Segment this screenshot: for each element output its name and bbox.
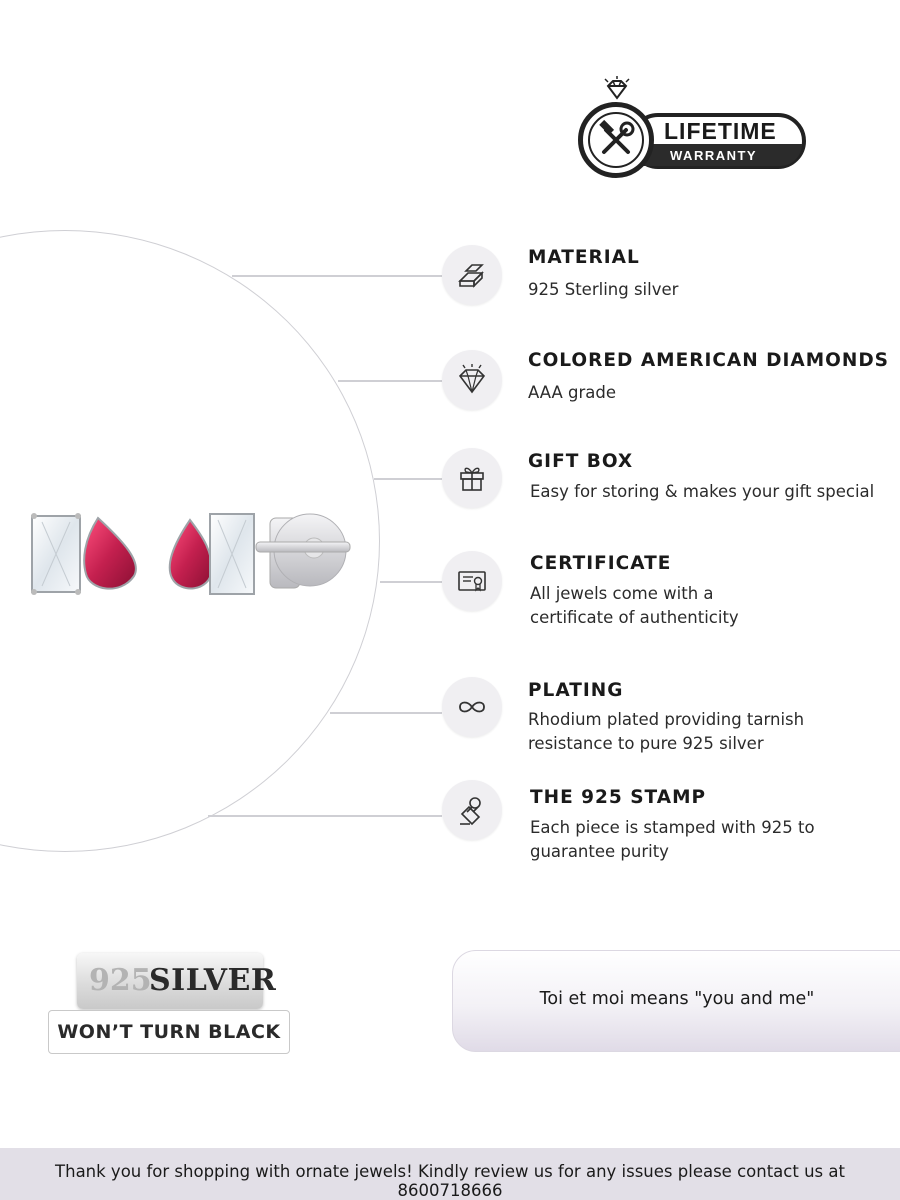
- feature-title: GIFT BOX: [528, 451, 634, 472]
- connector-line: [208, 815, 442, 817]
- connector-line: [232, 275, 442, 277]
- sparkling-diamond-icon: [602, 76, 632, 104]
- connector-line: [330, 712, 442, 714]
- stamp-icon-circle: [442, 780, 502, 840]
- silver-number: 925: [89, 963, 152, 998]
- quote-banner: [452, 950, 900, 1052]
- feature-desc: guarantee purity: [530, 842, 669, 861]
- silver-bars-icon: [456, 259, 488, 291]
- connector-line: [374, 478, 442, 480]
- earrings-image: [20, 500, 360, 610]
- connector-line: [380, 581, 442, 583]
- feature-desc: resistance to pure 925 silver: [528, 734, 764, 753]
- wont-turn-black-label: WON’T TURN BLACK: [57, 1021, 281, 1043]
- wont-turn-black-tag: [48, 1010, 290, 1054]
- diamond-icon-circle: [442, 350, 502, 410]
- certificate-icon-circle: [442, 551, 502, 611]
- feature-desc: Easy for storing & makes your gift special: [530, 482, 875, 501]
- gift-box-icon: [456, 462, 488, 494]
- infinity-icon-circle: [442, 677, 502, 737]
- material-icon-circle: [442, 245, 502, 305]
- stamp-icon: [456, 794, 488, 826]
- gift-icon-circle: [442, 448, 502, 508]
- lifetime-warranty-badge: [578, 76, 810, 184]
- quote-text: Toi et moi means "you and me": [539, 989, 815, 1009]
- feature-desc: All jewels come with a: [530, 584, 714, 603]
- feature-title: CERTIFICATE: [530, 553, 672, 574]
- badge-title: LIFETIME: [664, 118, 777, 144]
- silver-925-tag: [77, 953, 277, 1009]
- infinity-icon: [456, 691, 488, 723]
- feature-title: COLORED AMERICAN DIAMONDS: [528, 350, 890, 371]
- footer-bar: [0, 1148, 900, 1200]
- feature-desc: certificate of authenticity: [530, 608, 739, 627]
- certificate-icon: [456, 565, 488, 597]
- feature-desc: Rhodium plated providing tarnish: [528, 710, 805, 729]
- diamond-icon: [456, 364, 488, 396]
- silver-word: SILVER: [149, 963, 277, 998]
- feature-desc: Each piece is stamped with 925 to: [530, 818, 815, 837]
- feature-desc: 925 Sterling silver: [528, 280, 679, 299]
- badge-subtitle: WARRANTY: [670, 148, 758, 163]
- feature-title: PLATING: [528, 680, 624, 701]
- footer-text: Thank you for shopping with ornate jewels! Kindly review us for any issues please contact us at 8600718666: [55, 1162, 845, 1200]
- feature-title: THE 925 STAMP: [530, 787, 707, 808]
- connector-line: [338, 380, 442, 382]
- tools-icon: [592, 116, 640, 164]
- feature-desc: AAA grade: [528, 383, 617, 402]
- feature-title: MATERIAL: [528, 247, 640, 268]
